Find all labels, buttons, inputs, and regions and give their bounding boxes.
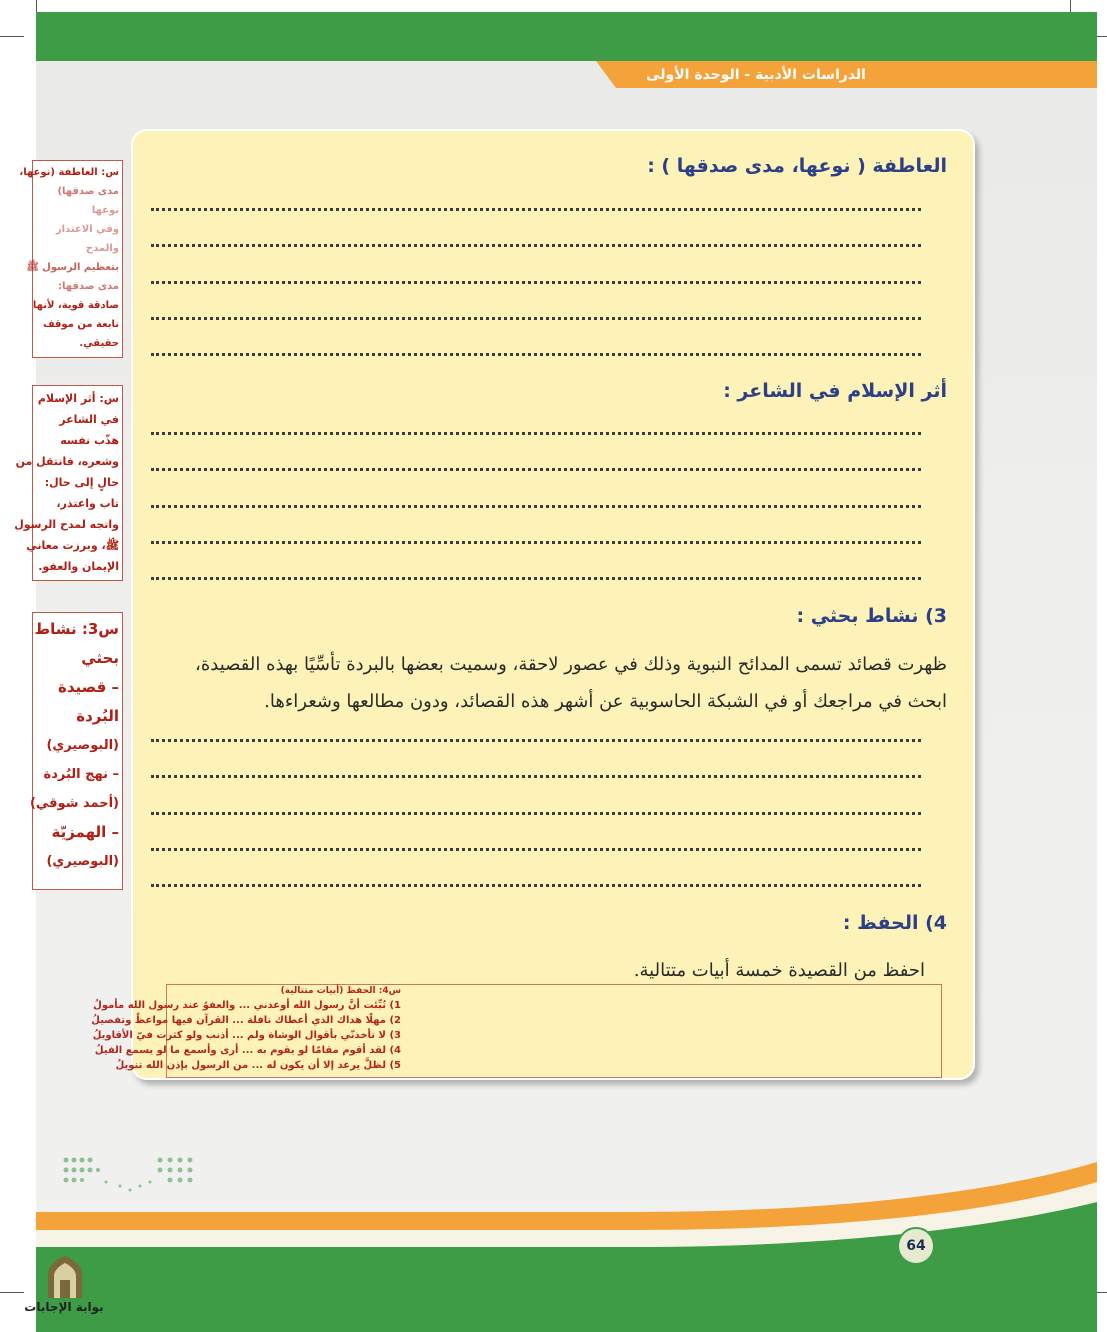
answer-verse: 4) لقد أقوم مقامًا لو يقوم به ... أرى وأسمع ما لو يسمع الفيلُ [94,1045,401,1056]
side-note-line: نابعة من موقف [42,319,119,330]
side-note-line: – نهج البُردة [43,767,119,782]
answer-box-title: س4: الحفظ (أبيات متتالية) [280,986,401,996]
answer-line [151,738,921,742]
answer-line [151,207,921,211]
side-note-line: نوعها [91,205,119,216]
research-heading: 3) نشاط بحثي : [796,605,947,627]
side-note-line: (البوصيري) [46,854,119,869]
answer-line [151,774,921,778]
side-note-line: – قصيدة [58,678,119,696]
side-note-line: بحثي [81,649,119,667]
side-note-line: حالٍ إلى حال: [44,476,119,489]
answer-line [151,280,921,284]
header-band [36,12,1097,61]
side-note-line: وقي الاعتذار [55,224,119,235]
side-note-line: – الهمزيّة [51,823,119,841]
answer-line [151,576,921,580]
page-number: 64 [897,1227,935,1265]
answer-verse: 2) مهلًا هداك الذي أعطاك نافلة ... القرآن فيها مواعظٌ وتفصيلُ [91,1015,401,1026]
side-note-line: (البوصيري) [46,738,119,753]
research-text-line-1: ظهرت قصائد تسمى المدائح النبوية وذلك في عصور لاحقة، وسميت بعضها بالبردة تأسِّيًا بهذه القصيدة، [195,654,947,675]
footer-swoosh [36,1172,1097,1332]
side-note-line: مدى صدقها) [57,186,119,197]
side-note-line: هذّب نفسه [60,434,119,447]
answer-line [151,352,921,356]
side-note-line: الإيمان والعفو. [38,560,119,573]
answer-line [151,540,921,544]
side-note-emotion [19,160,123,358]
answer-line [151,847,921,851]
textbook-page [14,12,1097,1317]
answer-line [151,431,921,435]
side-note-line: س: العاطفة (نوعها، [19,167,119,178]
side-note-line: (أحمد شوقي) [29,796,119,811]
side-note-line: س: أثر الإسلام [37,392,119,405]
side-note-line: بتعظيم الرسول ﷺ [26,262,119,273]
site-watermark: بوابة الإجابات [24,1300,104,1314]
side-note-line: وشعره، فانتقل من [15,455,119,468]
side-note-line: البُردة [76,707,119,725]
side-note-line: حقيقي. [79,338,119,349]
answer-line [151,316,921,320]
side-note-line: في الشاعر [59,413,119,426]
side-note-line: تاب واعتذر، [56,497,119,510]
answer-line [151,243,921,247]
memorize-heading: 4) الحفظ : [842,912,947,934]
answer-verse: 5) لظلَّ يرعد إلا أن يكون له ... من الرسول بإذن الله تنويلُ [115,1060,401,1071]
side-note-line: س3: نشاط [34,620,119,638]
side-note-line: والمدح [85,243,119,254]
answer-line [151,504,921,508]
memorize-text: احفظ من القصيدة خمسة أبيات متتالية. [633,960,925,981]
side-note-line: مدى صدقها: [58,281,119,292]
side-note-line: ﷺ، وبرزت معاني [26,539,119,552]
answer-line [151,467,921,471]
unit-title: الدراسات الأدبية - الوحدة الأولى [646,67,866,83]
islam-heading: أثر الإسلام في الشاعر : [723,380,947,402]
watermark-gate-icon [44,1254,86,1300]
answer-verse: 3) لا تأخذنّي بأقوال الوشاة ولم ... أذنب ولو كثرت فيّ الأقاويلُ [92,1030,401,1041]
emotion-heading: العاطفة ( نوعها، مدى صدقها ) : [647,155,947,177]
answer-line [151,811,921,815]
answer-line [151,883,921,887]
side-note-line: واتجه لمدح الرسول [14,518,119,531]
research-text-line-2: ابحث في مراجعك أو في الشبكة الحاسوبية عن أشهر هذه القصائد، ودون مطالعها وشعراءها. [264,691,947,712]
crop-mark [0,1292,24,1293]
answer-verse: 1) نُبِّئت أنَّ رسول الله أوعدني ... والعفوُ عند رسول الله مأمولُ [93,1000,401,1011]
crop-mark [36,0,37,12]
memorize-answer-box [91,984,942,1078]
side-note-line: صادقة قوية، لأنها [32,300,119,311]
side-note-research [29,612,123,890]
crop-mark [0,36,24,37]
side-note-islam [14,385,123,581]
